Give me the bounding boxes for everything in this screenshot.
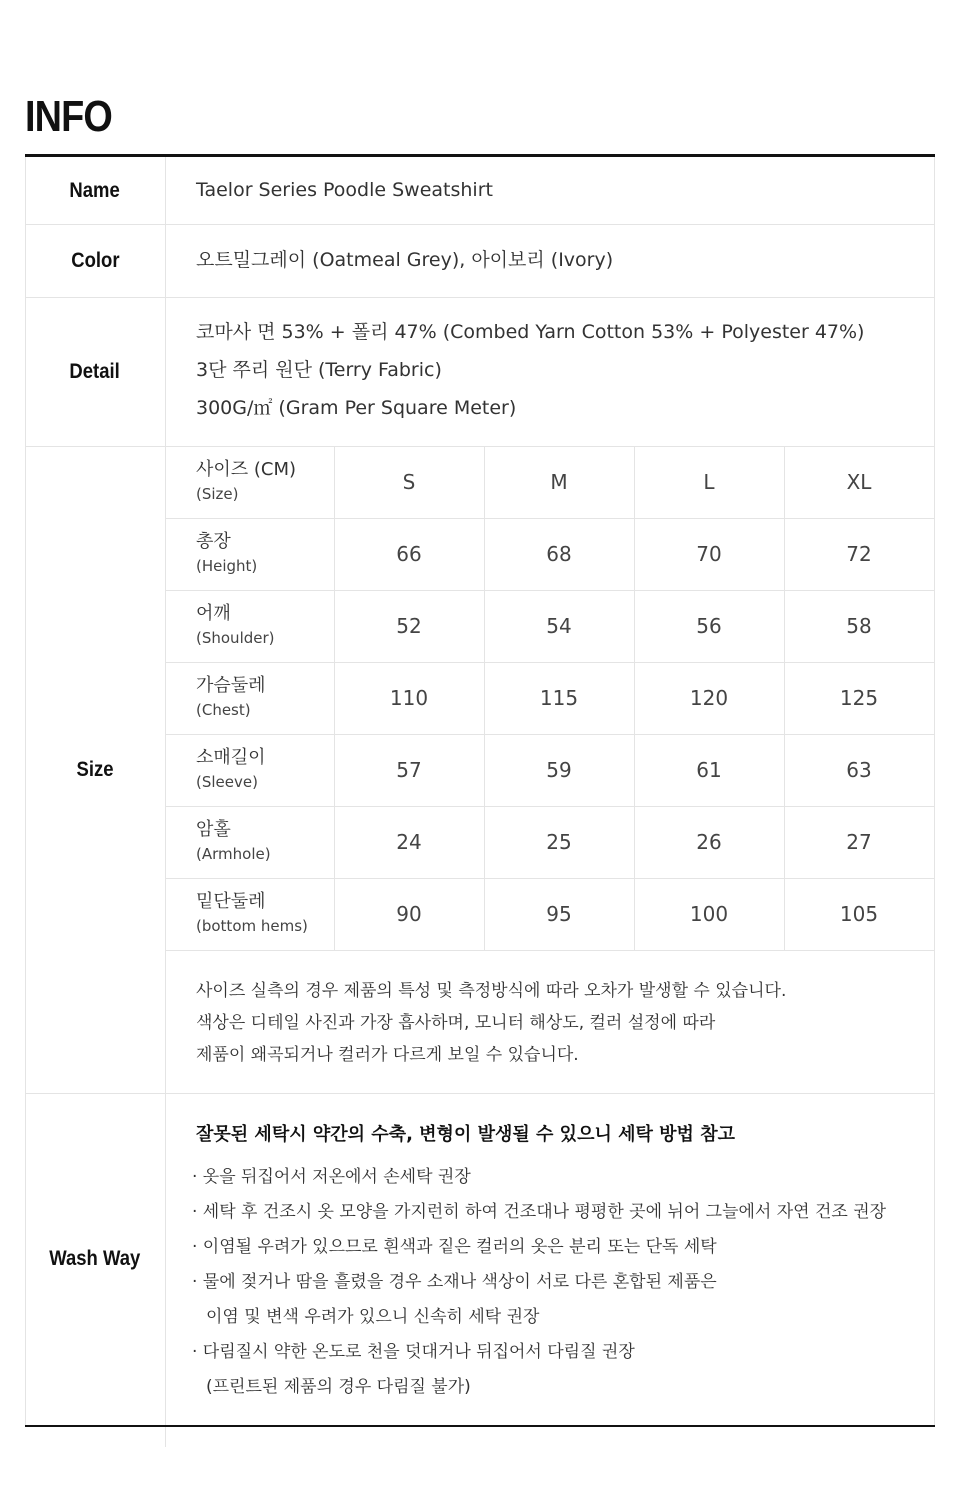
table-row xyxy=(165,662,935,734)
name-value: Taelor Series Poodle Sweatshirt xyxy=(196,179,493,201)
row-label xyxy=(196,818,271,866)
table-cell: 105 xyxy=(839,902,879,926)
detail-line: 3단 쭈리 원단 (Terry Fabric) xyxy=(196,359,442,381)
table-cell: 90 xyxy=(396,902,422,926)
table-cell: 95 xyxy=(546,902,572,926)
size-header-label xyxy=(196,458,296,506)
wash-way-label: Wash Way xyxy=(49,1247,141,1270)
detail-line: 300G/㎡ (Gram Per Square Meter) xyxy=(196,397,517,419)
row-label xyxy=(196,746,266,794)
list-item: · 물에 젖거나 땀을 흘렸을 경우 소재나 색상이 서로 다른 혼합된 제품은 xyxy=(192,1272,717,1292)
table-cell: 66 xyxy=(396,542,422,566)
row-label-en: (Height) xyxy=(196,557,258,575)
table-cell: 110 xyxy=(389,686,429,710)
table-cell: 56 xyxy=(696,614,722,638)
table-row xyxy=(165,878,935,950)
row-label-ko: 소매길이 xyxy=(196,747,266,768)
size-header-en: (Size) xyxy=(196,485,239,503)
color-value: 오트밀그레이 (Oatmeal Grey), 아이보리 (Ivory) xyxy=(196,249,614,271)
size-label: Size xyxy=(76,757,114,781)
row-label xyxy=(196,602,275,650)
table-cell: 58 xyxy=(846,614,872,638)
list-item: · 세탁 후 건조시 옷 모양을 가지런히 하여 건조대나 평평한 곳에 뉘어 그늘에서 자연 건조 권장 xyxy=(192,1202,887,1222)
row-label xyxy=(196,530,257,578)
table-cell: 57 xyxy=(396,758,422,782)
table-cell: 63 xyxy=(846,758,872,782)
size-note-line: 색상은 디테일 사진과 가장 흡사하며, 모니터 해상도, 컬러 설정에 따라 xyxy=(196,1013,716,1033)
table-cell: 125 xyxy=(839,686,879,710)
detail-line: 코마사 면 53% + 폴리 47% (Combed Yarn Cotton 53% + Polyester 47%) xyxy=(196,321,865,343)
row-label-ko: 총장 xyxy=(196,531,231,552)
list-item: · 옷을 뒤집어서 저온에서 손세탁 권장 xyxy=(192,1167,471,1187)
table-row xyxy=(165,806,935,878)
list-item: · 이염될 우려가 있으므로 흰색과 짙은 컬러의 옷은 분리 또는 단독 세탁 xyxy=(192,1237,717,1257)
row-label-en: (Shoulder) xyxy=(196,629,275,647)
table-cell: 115 xyxy=(539,686,579,710)
list-item-continuation: (프린트된 제품의 경우 다림질 불가) xyxy=(206,1377,471,1397)
page-title: INFO xyxy=(25,92,112,141)
size-m: M xyxy=(550,470,568,494)
table-cell: 120 xyxy=(689,686,729,710)
size-l: L xyxy=(703,470,715,494)
table-cell: 24 xyxy=(396,830,422,854)
table-cell: 25 xyxy=(546,830,572,854)
table-row xyxy=(165,518,935,590)
detail-label: Detail xyxy=(69,359,121,383)
table-cell: 68 xyxy=(546,542,572,566)
table-cell: 54 xyxy=(546,614,572,638)
table-cell: 100 xyxy=(689,902,729,926)
table-cell: 27 xyxy=(846,830,872,854)
table-cell: 26 xyxy=(696,830,722,854)
size-xl: XL xyxy=(846,470,872,494)
row-label xyxy=(196,674,266,722)
table-cell: 70 xyxy=(696,542,722,566)
table-cell: 52 xyxy=(396,614,422,638)
table-row xyxy=(165,590,935,662)
row-label xyxy=(196,890,308,938)
table-row xyxy=(165,734,935,806)
wash-instructions xyxy=(192,1160,886,1405)
row-label-en: (bottom hems) xyxy=(196,917,308,935)
row-label-ko: 밑단둘레 xyxy=(196,891,266,912)
table-cell: 61 xyxy=(696,758,722,782)
size-header-ko: 사이즈 (CM) xyxy=(196,459,297,480)
size-notes xyxy=(196,975,786,1071)
row-label-en: (Chest) xyxy=(196,701,251,719)
size-note-line: 사이즈 실측의 경우 제품의 특성 및 측정방식에 따라 오차가 발생할 수 있습니다. xyxy=(196,981,787,1001)
wash-heading: 잘못된 세탁시 약간의 수축, 변형이 발생될 수 있으니 세탁 방법 참고 xyxy=(196,1124,735,1145)
table-cell: 59 xyxy=(546,758,572,782)
row-label-en: (Armhole) xyxy=(196,845,271,863)
detail-value xyxy=(196,313,864,427)
bottom-rule xyxy=(25,1425,935,1427)
size-s: S xyxy=(402,470,416,494)
size-header-row xyxy=(165,446,935,518)
list-item-continuation: 이염 및 변색 우려가 있으니 신속히 세탁 권장 xyxy=(206,1307,540,1327)
row-label-ko: 가슴둘레 xyxy=(196,675,266,696)
row-label-ko: 어깨 xyxy=(196,603,231,624)
list-item: · 다림질시 약한 온도로 천을 덧대거나 뒤집어서 다림질 권장 xyxy=(192,1342,635,1362)
name-label: Name xyxy=(69,178,121,202)
table-cell: 72 xyxy=(846,542,872,566)
size-note-line: 제품이 왜곡되거나 컬러가 다르게 보일 수 있습니다. xyxy=(196,1045,579,1065)
color-label: Color xyxy=(70,248,120,272)
row-label-ko: 암홀 xyxy=(196,819,231,840)
row-label-en: (Sleeve) xyxy=(196,773,258,791)
size-row-divider xyxy=(165,950,935,951)
